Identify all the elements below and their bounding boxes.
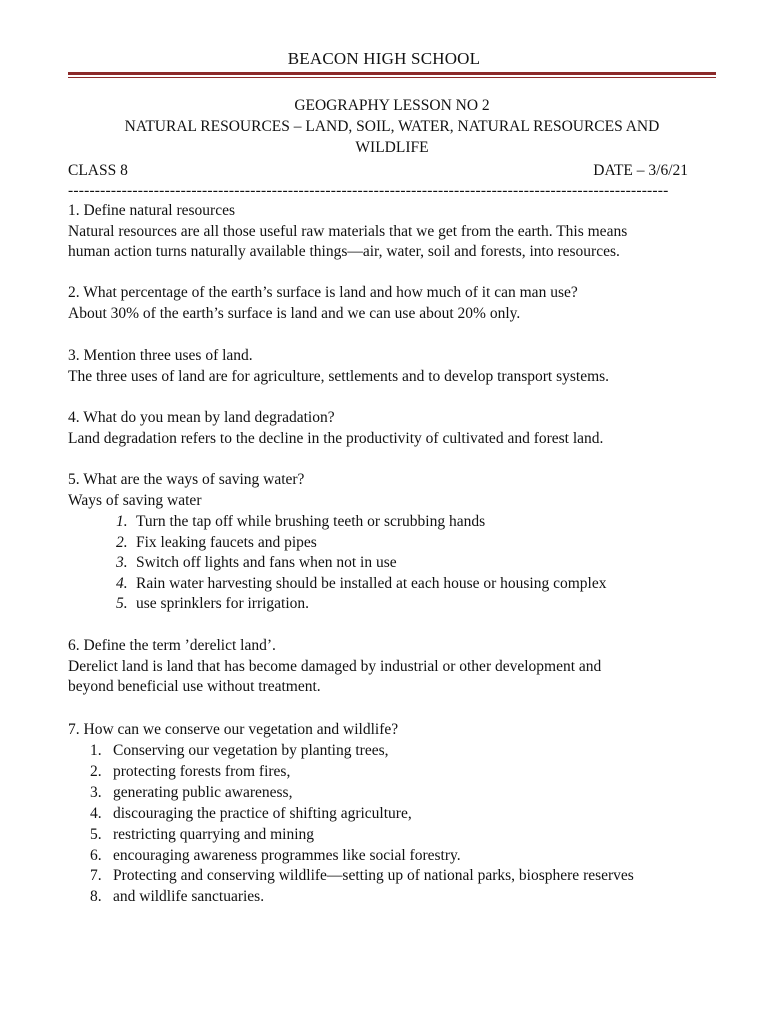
dashed-separator: ----------------------------------------------------------------------------------------------------------------: [68, 182, 669, 199]
question-4: 4. What do you mean by land degradation?: [68, 409, 335, 426]
list-item-number: 8.: [90, 888, 102, 906]
question-7-block: [68, 720, 718, 741]
header-rule-thick: [68, 72, 716, 75]
list-item-text: Protecting and conserving wildlife—setting up of national parks, biosphere reserves: [113, 867, 634, 885]
water-saving-list: [68, 512, 718, 615]
lesson-title: GEOGRAPHY LESSON NO 2: [294, 97, 490, 114]
list-item-number: 5.: [116, 595, 128, 613]
list-item-text: use sprinklers for irrigation.: [136, 595, 310, 613]
list-item-number: 4.: [116, 574, 128, 592]
list-item-text: and wildlife sanctuaries.: [113, 888, 265, 906]
list-item-number: 3.: [116, 554, 128, 572]
answer-4: Land degradation refers to the decline in the productivity of cultivated and forest land.: [68, 429, 604, 447]
list-item-text: Fix leaking faucets and pipes: [136, 533, 317, 551]
question-5: 5. What are the ways of saving water?: [68, 471, 305, 488]
list-item: [68, 594, 718, 615]
list-item-number: 3.: [90, 783, 102, 801]
question-2: 2. What percentage of the earth’s surface is land and how much of it can man use?: [68, 284, 578, 301]
question-6-block: [68, 636, 718, 698]
list-item: [68, 512, 718, 533]
lesson-heading: [68, 95, 716, 158]
list-item-number: 1.: [90, 742, 102, 759]
date-label: DATE – 3/6/21: [593, 162, 688, 179]
list-item-text: generating public awareness,: [113, 783, 293, 801]
list-item-text: Turn the tap off while brushing teeth or scrubbing hands: [136, 513, 486, 530]
header-rule-thin: [68, 77, 716, 78]
list-item: [68, 825, 728, 846]
question-4-block: [68, 408, 718, 449]
answer-5-intro: Ways of saving water: [68, 491, 202, 509]
list-item-number: 7.: [90, 867, 102, 885]
list-item: [68, 887, 728, 908]
class-date-row: [68, 160, 688, 181]
list-item: [68, 846, 728, 867]
topic-line-2: WILDLIFE: [355, 139, 429, 156]
conservation-list: [68, 741, 728, 908]
list-item-number: 1.: [116, 513, 128, 530]
list-item-text: encouraging awareness programmes like social forestry.: [113, 846, 461, 864]
school-name: BEACON HIGH SCHOOL: [287, 49, 481, 68]
answer-6-line-2: beyond beneficial use without treatment.: [68, 678, 321, 695]
list-item: [68, 866, 728, 887]
list-item: [68, 574, 718, 595]
list-item: [68, 553, 718, 574]
list-item-text: discouraging the practice of shifting agriculture,: [113, 804, 412, 822]
list-item-text: restricting quarrying and mining: [113, 825, 315, 843]
answer-3: The three uses of land are for agriculture, settlements and to develop transport systems.: [68, 367, 610, 385]
list-item: [68, 783, 728, 804]
class-label: CLASS 8: [68, 162, 128, 179]
answer-6-line-1: Derelict land is land that has become damaged by industrial or other development and: [68, 657, 602, 675]
list-item: [68, 804, 728, 825]
question-6: 6. Define the term ’derelict land’.: [68, 637, 276, 654]
list-item-text: Switch off lights and fans when not in use: [136, 554, 397, 572]
list-item-number: 6.: [90, 846, 102, 864]
question-2-block: [68, 283, 718, 324]
list-item-text: Conserving our vegetation by planting trees,: [113, 742, 389, 759]
list-item: [68, 741, 728, 762]
list-item-number: 5.: [90, 825, 102, 843]
topic-line-1: NATURAL RESOURCES – LAND, SOIL, WATER, NATURAL RESOURCES AND: [124, 118, 660, 135]
answer-1-line-2: human action turns naturally available things—air, water, soil and forests, into resources.: [68, 243, 620, 260]
answer-1-line-1: Natural resources are all those useful raw materials that we get from the earth. This means: [68, 222, 628, 240]
question-1-block: [68, 201, 718, 263]
list-item-number: 2.: [90, 762, 102, 780]
list-item-text: Rain water harvesting should be installed at each house or housing complex: [136, 574, 607, 592]
answer-2: About 30% of the earth’s surface is land and we can use about 20% only.: [68, 304, 521, 322]
list-item-number: 4.: [90, 804, 102, 822]
list-item: [68, 762, 728, 783]
question-7: 7. How can we conserve our vegetation and wildlife?: [68, 721, 399, 738]
question-1: 1. Define natural resources: [68, 202, 235, 219]
question-3: 3. Mention three uses of land.: [68, 347, 253, 364]
question-5-block: [68, 470, 718, 511]
list-item-text: protecting forests from fires,: [113, 762, 291, 780]
list-item-number: 2.: [116, 533, 128, 551]
question-3-block: [68, 346, 718, 387]
list-item: [68, 533, 718, 554]
